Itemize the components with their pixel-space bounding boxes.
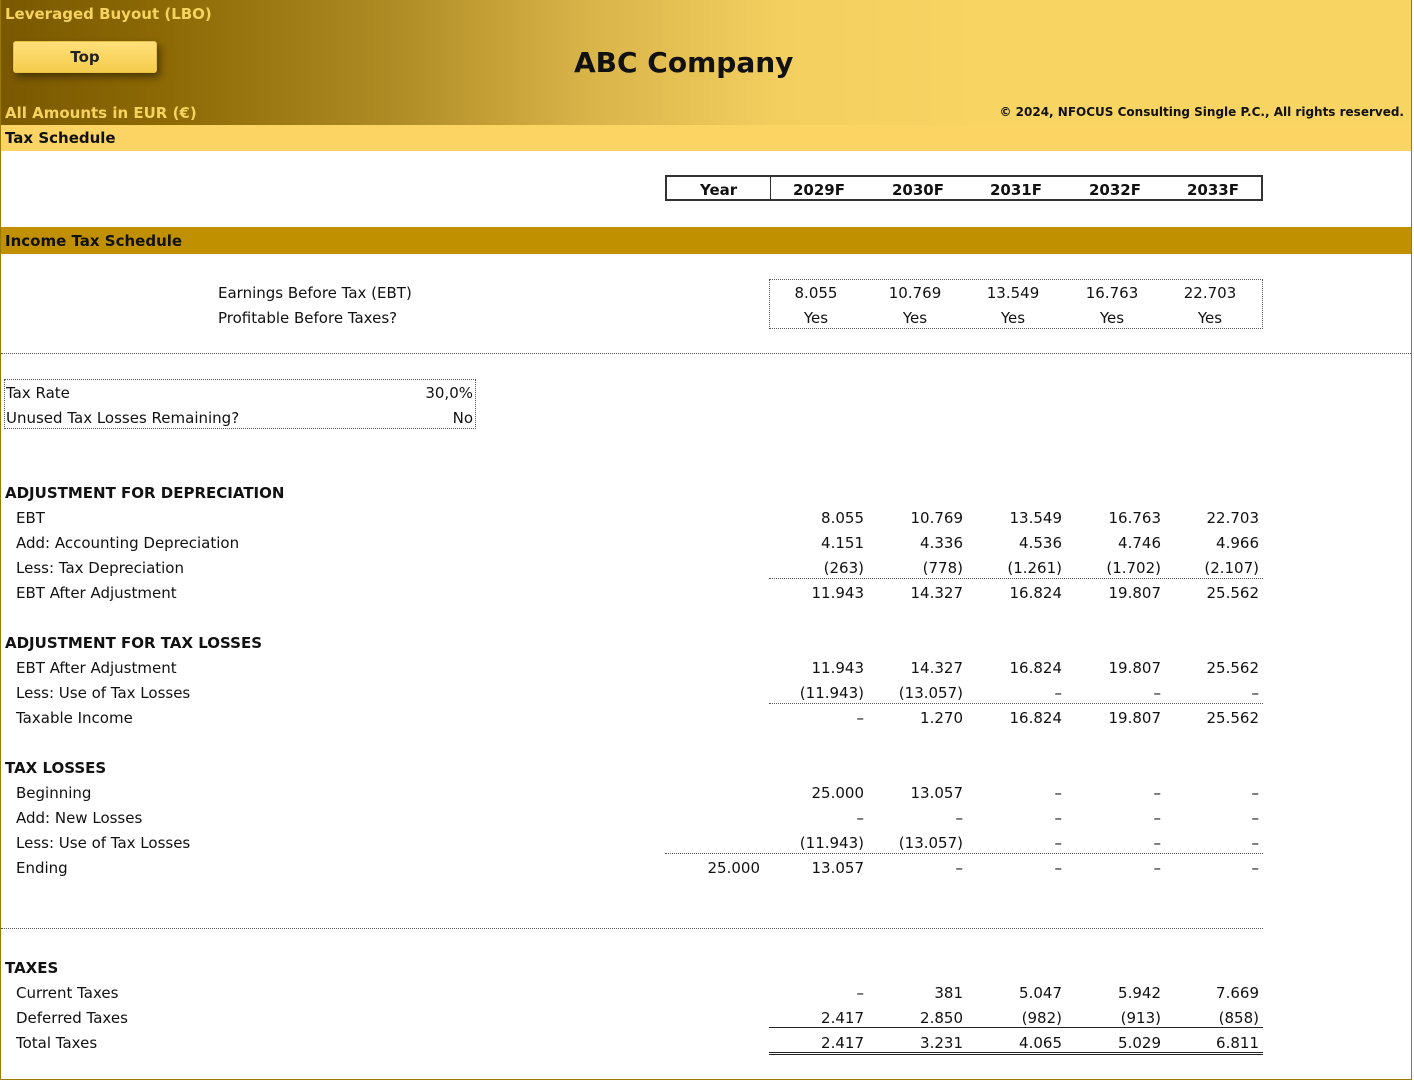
- row-label: Beginning: [16, 784, 92, 802]
- row-value: –: [1251, 784, 1259, 802]
- row-value: (263): [823, 559, 864, 577]
- model-title: Leveraged Buyout (LBO): [5, 5, 212, 23]
- row-value: 5.942: [1118, 984, 1161, 1002]
- profitable-value: Yes: [803, 309, 829, 327]
- year-header-cell: 2029F: [793, 181, 845, 199]
- row-value: 19.807: [1108, 584, 1161, 602]
- row-value: 4.336: [920, 534, 963, 552]
- tax-losses-section-title: TAX LOSSES: [5, 759, 107, 777]
- row-value: (1.261): [1007, 559, 1062, 577]
- row-value: 5.047: [1019, 984, 1062, 1002]
- row-value: 25.562: [1206, 659, 1259, 677]
- row-value: (982): [1021, 1009, 1062, 1027]
- taxes-section-title: TAXES: [5, 959, 59, 977]
- unused-losses-label: Unused Tax Losses Remaining?: [6, 409, 240, 427]
- ebt-summary-label: Earnings Before Tax (EBT): [218, 284, 412, 302]
- row-value: (858): [1218, 1009, 1259, 1027]
- row-label: Ending: [16, 859, 68, 877]
- row-value: 4.966: [1216, 534, 1259, 552]
- copyright-note: © 2024, NFOCUS Consulting Single P.C., All rights reserved.: [999, 105, 1404, 119]
- row-value: (2.107): [1204, 559, 1259, 577]
- row-value: –: [1251, 809, 1259, 827]
- row-value: 2.850: [920, 1009, 963, 1027]
- top-button[interactable]: Top: [13, 41, 157, 73]
- row-value: 4.746: [1118, 534, 1161, 552]
- row-value: –: [1153, 809, 1161, 827]
- row-value: 16.763: [1108, 509, 1161, 527]
- row-value: 25.000: [811, 784, 864, 802]
- row-label: Total Taxes: [16, 1034, 98, 1052]
- ebt-summary-value: 13.549: [986, 284, 1040, 302]
- subtotal-line: [769, 703, 1263, 704]
- row-value: –: [1054, 834, 1062, 852]
- subtotal-line: [769, 578, 1263, 579]
- row-value: –: [856, 809, 864, 827]
- row-value: 4.536: [1019, 534, 1062, 552]
- sheet-title: Tax Schedule: [5, 129, 116, 147]
- row-value: 14.327: [910, 584, 963, 602]
- row-value: (778): [922, 559, 963, 577]
- section-divider: [1, 928, 1263, 929]
- row-value: 14.327: [910, 659, 963, 677]
- row-label: Add: New Losses: [16, 809, 143, 827]
- row-value: 13.057: [811, 859, 864, 877]
- row-label: Less: Tax Depreciation: [16, 559, 184, 577]
- row-value: (13.057): [898, 684, 963, 702]
- row-value: –: [1054, 784, 1062, 802]
- row-value: 13.549: [1009, 509, 1062, 527]
- year-header-cell: 2032F: [1089, 181, 1141, 199]
- row-value: –: [856, 709, 864, 727]
- row-value: (1.702): [1106, 559, 1161, 577]
- row-label: Less: Use of Tax Losses: [16, 834, 191, 852]
- section-divider: [1, 353, 1412, 354]
- income-tax-band: [1, 227, 1412, 254]
- depreciation-section-title: ADJUSTMENT FOR DEPRECIATION: [5, 484, 285, 502]
- row-value: (11.943): [799, 834, 864, 852]
- subtotal-line: [665, 853, 1263, 854]
- row-value: –: [1054, 809, 1062, 827]
- tax-rate-value[interactable]: 30,0%: [425, 384, 473, 402]
- total-line: [769, 1027, 1263, 1028]
- row-value: 25.562: [1206, 584, 1259, 602]
- profitable-value: Yes: [902, 309, 928, 327]
- row-label: Current Taxes: [16, 984, 119, 1002]
- ebt-summary-value: 8.055: [794, 284, 838, 302]
- row-value: 5.029: [1118, 1034, 1161, 1052]
- row-value: –: [1153, 684, 1161, 702]
- row-value: 381: [934, 984, 963, 1002]
- row-value: –: [1251, 859, 1259, 877]
- row-value: 19.807: [1108, 709, 1161, 727]
- row-value: –: [1251, 684, 1259, 702]
- row-value: –: [1153, 784, 1161, 802]
- row-label: Taxable Income: [16, 709, 133, 727]
- profitable-value: Yes: [1000, 309, 1026, 327]
- row-value: –: [1153, 834, 1161, 852]
- row-value: –: [955, 809, 963, 827]
- year-header-cell: 2031F: [990, 181, 1042, 199]
- row-value: 22.703: [1206, 509, 1259, 527]
- row-value: 11.943: [811, 659, 864, 677]
- row-value: 19.807: [1108, 659, 1161, 677]
- opening-tax-loss-value: 25.000: [707, 859, 760, 877]
- row-value: 13.057: [910, 784, 963, 802]
- row-value: 4.065: [1019, 1034, 1062, 1052]
- row-value: –: [1251, 834, 1259, 852]
- row-label: Deferred Taxes: [16, 1009, 128, 1027]
- row-value: 3.231: [920, 1034, 963, 1052]
- row-value: (913): [1120, 1009, 1161, 1027]
- row-value: –: [955, 859, 963, 877]
- tax-rate-label: Tax Rate: [6, 384, 70, 402]
- row-label: Add: Accounting Depreciation: [16, 534, 240, 552]
- row-value: 16.824: [1009, 709, 1062, 727]
- company-name: ABC Company: [574, 46, 794, 79]
- row-value: 8.055: [821, 509, 864, 527]
- row-value: 4.151: [821, 534, 864, 552]
- row-value: 16.824: [1009, 584, 1062, 602]
- row-value: 11.943: [811, 584, 864, 602]
- row-value: 10.769: [910, 509, 963, 527]
- row-value: 2.417: [821, 1034, 864, 1052]
- year-header-cell: 2033F: [1187, 181, 1239, 199]
- row-value: 1.270: [920, 709, 963, 727]
- ebt-summary-value: 22.703: [1183, 284, 1237, 302]
- row-label: EBT: [16, 509, 45, 527]
- profitable-value: Yes: [1197, 309, 1223, 327]
- income-tax-title: Income Tax Schedule: [5, 232, 183, 250]
- header-banner: [1, 0, 1412, 125]
- double-total-line: [769, 1052, 1263, 1055]
- row-value: 16.824: [1009, 659, 1062, 677]
- profitable-label: Profitable Before Taxes?: [218, 309, 398, 327]
- row-value: –: [1054, 859, 1062, 877]
- row-value: 7.669: [1216, 984, 1259, 1002]
- ebt-summary-value: 10.769: [888, 284, 942, 302]
- sheet-title-band: [1, 125, 1412, 151]
- profitable-value: Yes: [1099, 309, 1125, 327]
- row-value: (11.943): [799, 684, 864, 702]
- row-value: –: [1054, 684, 1062, 702]
- row-value: 6.811: [1216, 1034, 1259, 1052]
- year-header-cell: 2030F: [892, 181, 944, 199]
- row-value: 25.562: [1206, 709, 1259, 727]
- row-value: (13.057): [898, 834, 963, 852]
- row-label: Less: Use of Tax Losses: [16, 684, 191, 702]
- row-label: EBT After Adjustment: [16, 659, 177, 677]
- row-value: –: [856, 984, 864, 1002]
- row-label: EBT After Adjustment: [16, 584, 177, 602]
- currency-note: All Amounts in EUR (€): [5, 104, 197, 122]
- unused-losses-value: No: [452, 409, 473, 427]
- ebt-summary-value: 16.763: [1085, 284, 1139, 302]
- row-value: –: [1153, 859, 1161, 877]
- tax-loss-adj-section-title: ADJUSTMENT FOR TAX LOSSES: [5, 634, 263, 652]
- year-label: Year: [700, 181, 738, 199]
- row-value: 2.417: [821, 1009, 864, 1027]
